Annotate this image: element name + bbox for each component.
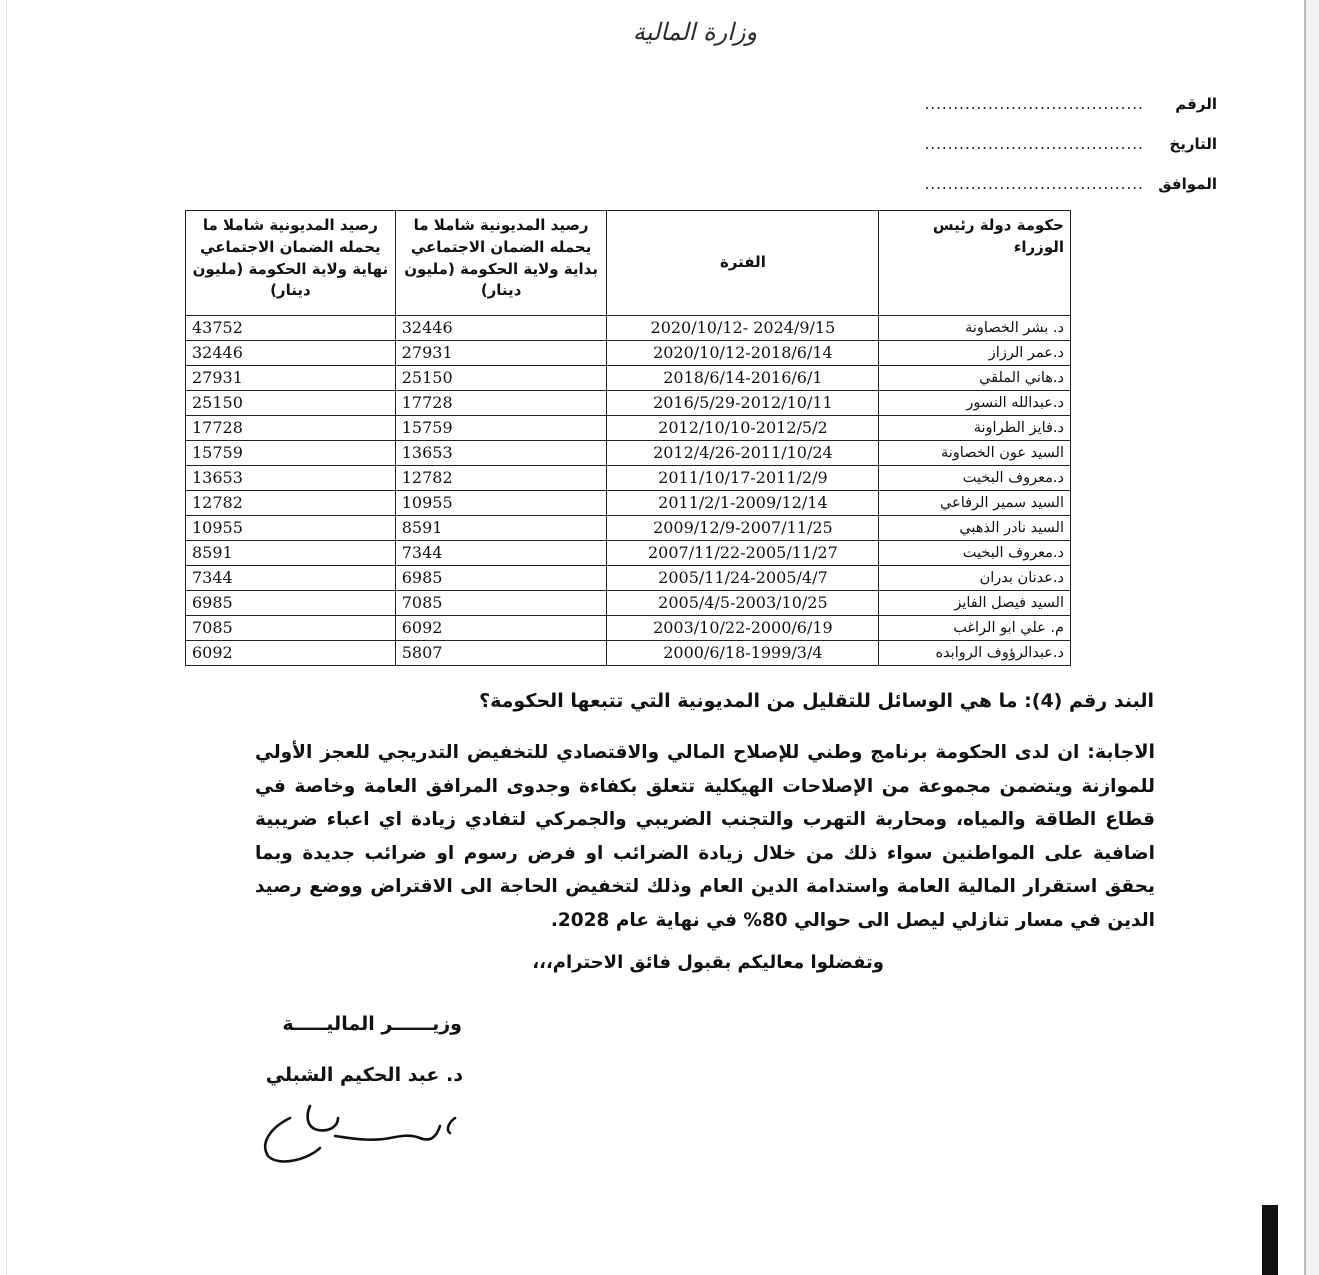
page-right-margin — [1304, 0, 1319, 1275]
reference-number-label: الرقم — [1175, 95, 1217, 113]
cell-end-debt: 6985 — [186, 591, 396, 616]
cell-end-debt: 8591 — [186, 541, 396, 566]
cell-period: 2012/4/26-2011/10/24 — [607, 441, 879, 466]
cell-period: 2009/12/9-2007/11/25 — [607, 516, 879, 541]
cell-government: السيد نادر الذهبي — [879, 516, 1071, 541]
cell-government: السيد فيصل الفايز — [879, 591, 1071, 616]
cell-end-debt: 27931 — [186, 366, 396, 391]
question-item-4: البند رقم (4): ما هي الوسائل للتقليل من المديونية التي تتبعها الحكومة؟ — [479, 690, 1154, 712]
cell-start-debt: 12782 — [395, 466, 607, 491]
cell-start-debt: 27931 — [395, 341, 607, 366]
cell-period: 2011/10/17-2011/2/9 — [607, 466, 879, 491]
table-row — [186, 491, 1071, 516]
cell-end-debt: 32446 — [186, 341, 396, 366]
answer-label: الاجابة: — [1087, 741, 1155, 763]
cell-period: 2018/6/14-2016/6/1 — [607, 366, 879, 391]
cell-period: 2011/2/1-2009/12/14 — [607, 491, 879, 516]
ministry-logo-text: وزارة المالية — [632, 18, 758, 46]
cell-government: د.معروف البخيت — [879, 541, 1071, 566]
cell-start-debt: 7344 — [395, 541, 607, 566]
table-row — [186, 516, 1071, 541]
header-government: حكومة دولة رئيس الوزراء — [879, 211, 1071, 316]
answer-paragraph — [255, 736, 1155, 937]
answer-text: ان لدى الحكومة برنامج وطني للإصلاح المالي والاقتصادي للتخفيض التدريجي للعجز الأولي للموازنة ويتضمن مجموعة من الإصلاحات الهيكلية تتعلق بكفاءة وجدوى المرافق العامة وخاصة في قطاع الطاقة والمياه، ومحاربة التهرب والتجنب الضريبي والجمركي لتفادي زيادة اي اعباء ضريبية اضافية على المواطنين سواء ذلك من خلال زيادة الضرائب او فرض رسوم او ضرائب جديدة وبما يحقق استقرار المالية العامة واستدامة الدين العام وذلك لتخفيض الحاجة الى الاقتراض ووضع رصيد الدين في مسار تنازلي ليصل الى حوالي 80% في نهاية عام 2028. — [255, 742, 1155, 931]
cell-end-debt: 15759 — [186, 441, 396, 466]
scan-edge-mark — [1262, 1205, 1278, 1275]
table-row — [186, 641, 1071, 666]
hijri-date-row — [925, 175, 1217, 201]
cell-period: 2000/6/18-1999/3/4 — [607, 641, 879, 666]
cell-end-debt: 13653 — [186, 466, 396, 491]
cell-end-debt: 12782 — [186, 491, 396, 516]
cell-period: 2024/9/15 -2020/10/12 — [607, 316, 879, 341]
table-row — [186, 616, 1071, 641]
table-row — [186, 566, 1071, 591]
header-period: الفترة — [607, 211, 879, 316]
table-row — [186, 541, 1071, 566]
cell-government: م. علي ابو الراغب — [879, 616, 1071, 641]
cell-government: د.عبدالرؤوف الروابده — [879, 641, 1071, 666]
cell-period: 2005/4/5-2003/10/25 — [607, 591, 879, 616]
header-start-debt: رصيد المديونية شاملا ما يحمله الضمان الاجتماعي بداية ولاية الحكومة (مليون دينار) — [395, 211, 607, 316]
cell-government: د. بشر الخصاونة — [879, 316, 1071, 341]
cell-end-debt: 25150 — [186, 391, 396, 416]
cell-period: 2005/11/24-2005/4/7 — [607, 566, 879, 591]
cell-end-debt: 7085 — [186, 616, 396, 641]
page-left-edge — [6, 0, 7, 1275]
date-dots: ...................................... — [924, 135, 1144, 153]
cell-end-debt: 17728 — [186, 416, 396, 441]
cell-government: د.فايز الطراونة — [879, 416, 1071, 441]
table-row — [186, 366, 1071, 391]
cell-period: 2020/10/12-2018/6/14 — [607, 341, 879, 366]
cell-government: السيد سمير الرفاعي — [879, 491, 1071, 516]
date-row — [925, 135, 1217, 161]
debt-table — [185, 210, 1071, 666]
cell-start-debt: 17728 — [395, 391, 607, 416]
cell-end-debt: 7344 — [186, 566, 396, 591]
cell-start-debt: 8591 — [395, 516, 607, 541]
ministry-logo — [630, 18, 760, 58]
reference-number-row — [925, 95, 1217, 121]
minister-title: وزيــــــر الماليـــــة — [282, 1013, 462, 1035]
cell-start-debt: 6092 — [395, 616, 607, 641]
table-row — [186, 341, 1071, 366]
cell-start-debt: 32446 — [395, 316, 607, 341]
cell-end-debt: 43752 — [186, 316, 396, 341]
table-row — [186, 416, 1071, 441]
cell-start-debt: 5807 — [395, 641, 607, 666]
closing-line: وتفضلوا معاليكم بقبول فائق الاحترام،،، — [532, 952, 884, 973]
cell-period: 2016/5/29-2012/10/11 — [607, 391, 879, 416]
cell-end-debt: 6092 — [186, 641, 396, 666]
cell-start-debt: 10955 — [395, 491, 607, 516]
table-row — [186, 591, 1071, 616]
table-row — [186, 441, 1071, 466]
table-row — [186, 391, 1071, 416]
cell-start-debt: 6985 — [395, 566, 607, 591]
cell-end-debt: 10955 — [186, 516, 396, 541]
cell-start-debt: 7085 — [395, 591, 607, 616]
minister-name: د. عبد الحكيم الشبلي — [265, 1064, 463, 1086]
date-label: التاريخ — [1169, 135, 1217, 153]
table-row — [186, 466, 1071, 491]
cell-government: د.عدنان بدران — [879, 566, 1071, 591]
cell-government: السيد عون الخصاونة — [879, 441, 1071, 466]
header-end-debt: رصيد المديونية شاملا ما يحمله الضمان الاجتماعي نهاية ولاية الحكومة (مليون دينار) — [186, 211, 396, 316]
hijri-date-dots: ...................................... — [924, 175, 1144, 193]
cell-period: 2012/10/10-2012/5/2 — [607, 416, 879, 441]
cell-government: د.معروف البخيت — [879, 466, 1071, 491]
hijri-date-label: الموافق — [1158, 175, 1217, 193]
cell-start-debt: 15759 — [395, 416, 607, 441]
reference-number-dots: ...................................... — [924, 95, 1144, 113]
cell-start-debt: 25150 — [395, 366, 607, 391]
cell-government: د.عمر الرزاز — [879, 341, 1071, 366]
cell-period: 2007/11/22-2005/11/27 — [607, 541, 879, 566]
debt-table-header — [186, 211, 1071, 316]
cell-government: د.هاني الملقي — [879, 366, 1071, 391]
debt-table-body — [186, 316, 1071, 666]
cell-government: د.عبدالله النسور — [879, 391, 1071, 416]
cell-period: 2003/10/22-2000/6/19 — [607, 616, 879, 641]
cell-start-debt: 13653 — [395, 441, 607, 466]
handwritten-signature — [250, 1098, 460, 1168]
table-row — [186, 316, 1071, 341]
